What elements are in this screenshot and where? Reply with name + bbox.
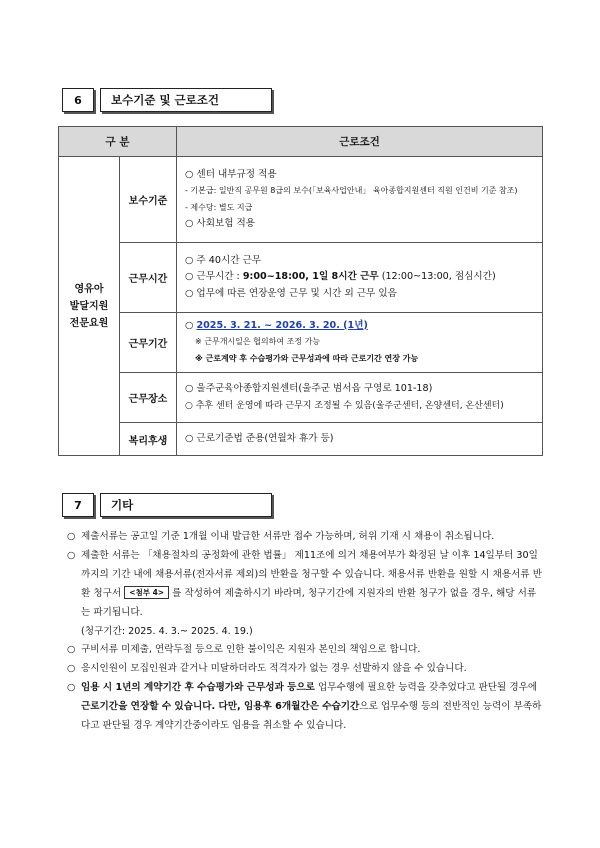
row-label-welfare: 복리후생: [120, 423, 177, 456]
notes-list: [67, 528, 545, 736]
row-label-hours: 근무시간: [120, 243, 177, 313]
list-item: [67, 679, 545, 736]
list-item: - 기본급: 일반직 공무원 8급의 보수(「보육사업안내」 육아종합지원센터 직원 인건비 기준 참조): [185, 186, 518, 195]
list-item: ○ 주 40시간 근무: [185, 254, 262, 266]
header-category: 구 분: [59, 127, 177, 157]
list-item: [67, 660, 545, 679]
list-item: [185, 269, 536, 286]
list-item: ○ 사회보험 적용: [185, 218, 256, 229]
hours-value: 9:00~18:00, 1일 8시간 근무: [242, 271, 379, 283]
section-number: 6: [62, 88, 94, 112]
note-text: 응시인원이 모집인원과 같거나 미달하더라도 적격자가 없는 경우 선발하지 않을 수 있습니다.: [81, 663, 467, 675]
section-title: 보수기준 및 근로조건: [100, 88, 272, 112]
list-item: [67, 528, 545, 547]
table-row: [59, 373, 543, 423]
claim-period: (청구기간: 2025. 4. 3.~ 2025. 4. 19.): [81, 625, 253, 637]
hours-content: [177, 243, 543, 313]
welfare-content: [177, 423, 543, 456]
bullet: ○: [67, 644, 76, 656]
list-item: ○ 추후 센터 운영에 따라 근무지 조정될 수 있음(울주군센터, 온양센터, 온산센터): [185, 400, 504, 411]
header-conditions: 근로조건: [177, 127, 543, 157]
period-content: [177, 313, 543, 373]
list-item: [185, 318, 536, 335]
list-item: ※ 근무개시일은 협의하여 조정 가능: [195, 337, 321, 347]
table-header-row: [59, 127, 543, 157]
list-item: - 제수당: 별도 지급: [185, 202, 253, 212]
work-conditions-table: [58, 126, 543, 456]
contract-period: 2025. 3. 21. ~ 2026. 3. 20. (1년): [196, 319, 368, 331]
note-text: 구비서류 미제출, 연락두절 등으로 인한 불이익은 지원자 본인의 책임으로 합니다.: [81, 644, 421, 656]
list-item: [67, 641, 545, 660]
note-text: 임용 시 1년의 계약기간 후 수습평가와 근무성과 등으로 업무수행에 필요한 능력을 갖추었다고 판단될 경우에 근로기간을 연장할 수 있습니다. 다만, 임용후 6개월간은 수습기간으로 업무수행 등의 전반적인 능력이 부족하다고 판단될 경우 계약기간중이라도 임용을 취소할 수 있습니다.: [81, 682, 542, 732]
list-item: ○ 센터 내부규정 적용: [185, 168, 277, 180]
note-text: 제출서류는 공고일 기준 1개월 이내 발급한 서류만 접수 가능하며, 허위 기재 시 채용이 취소됩니다.: [81, 531, 495, 542]
list-item: ○ 울주군육아종합지원센터(울주군 범서읍 구영로 101-18): [185, 383, 433, 394]
row-label-salary: 보수기준: [120, 157, 177, 243]
table-row: [59, 157, 543, 243]
bullet: ○: [67, 663, 76, 675]
attachment-badge: <첨부 4>: [124, 586, 169, 599]
table-row: [59, 243, 543, 313]
list-item: ※ 근로계약 후 수습평가와 근무성과에 따라 근로기간 연장 가능: [195, 353, 419, 363]
category-cell: 영유아 발달지원 전문요원: [59, 157, 120, 456]
list-item: [67, 547, 545, 642]
location-content: [177, 373, 543, 423]
hours-label: ○ 근무시간 :: [185, 271, 240, 283]
list-item: ○ 근로기준법 준용(연월차 휴가 등): [185, 432, 334, 444]
section-7-header: [62, 493, 272, 517]
bullet: ○: [67, 531, 76, 542]
lunch-time: (12:00~13:00, 점심시간): [381, 271, 496, 283]
bullet: ○: [67, 682, 76, 694]
section-title: 기타: [100, 493, 272, 517]
list-item: ○ 업무에 따른 연장운영 근무 및 시간 외 근무 있음: [185, 287, 397, 299]
bullet: ○: [185, 319, 194, 331]
row-label-location: 근무장소: [120, 373, 177, 423]
salary-content: [177, 157, 543, 243]
row-label-period: 근무기간: [120, 313, 177, 373]
table-row: [59, 423, 543, 456]
table-row: [59, 313, 543, 373]
section-number: 7: [62, 493, 94, 517]
bullet: ○: [67, 549, 76, 561]
section-6-header: [62, 88, 272, 112]
note-text: 제출한 서류는 「채용절차의 공정화에 관한 법률」 제11조에 의거 채용여부가 확정된 날 이후 14일부터 30일까지의 기간 내에 채용서류(전자서류 제외)의 반환을 청구할 수 있습니다. 채용서류 반환을 원할 시 채용서류 반환 청구서 <첨부 4> 를 작성하여 제출하시기 바라며, 청구기간에 지원자의 반환 청구가 없을 경우, 해당 서류는 파기됩니다. (청구기간: 2025. 4. 3.~ 2025. 4. 19.): [81, 549, 543, 637]
